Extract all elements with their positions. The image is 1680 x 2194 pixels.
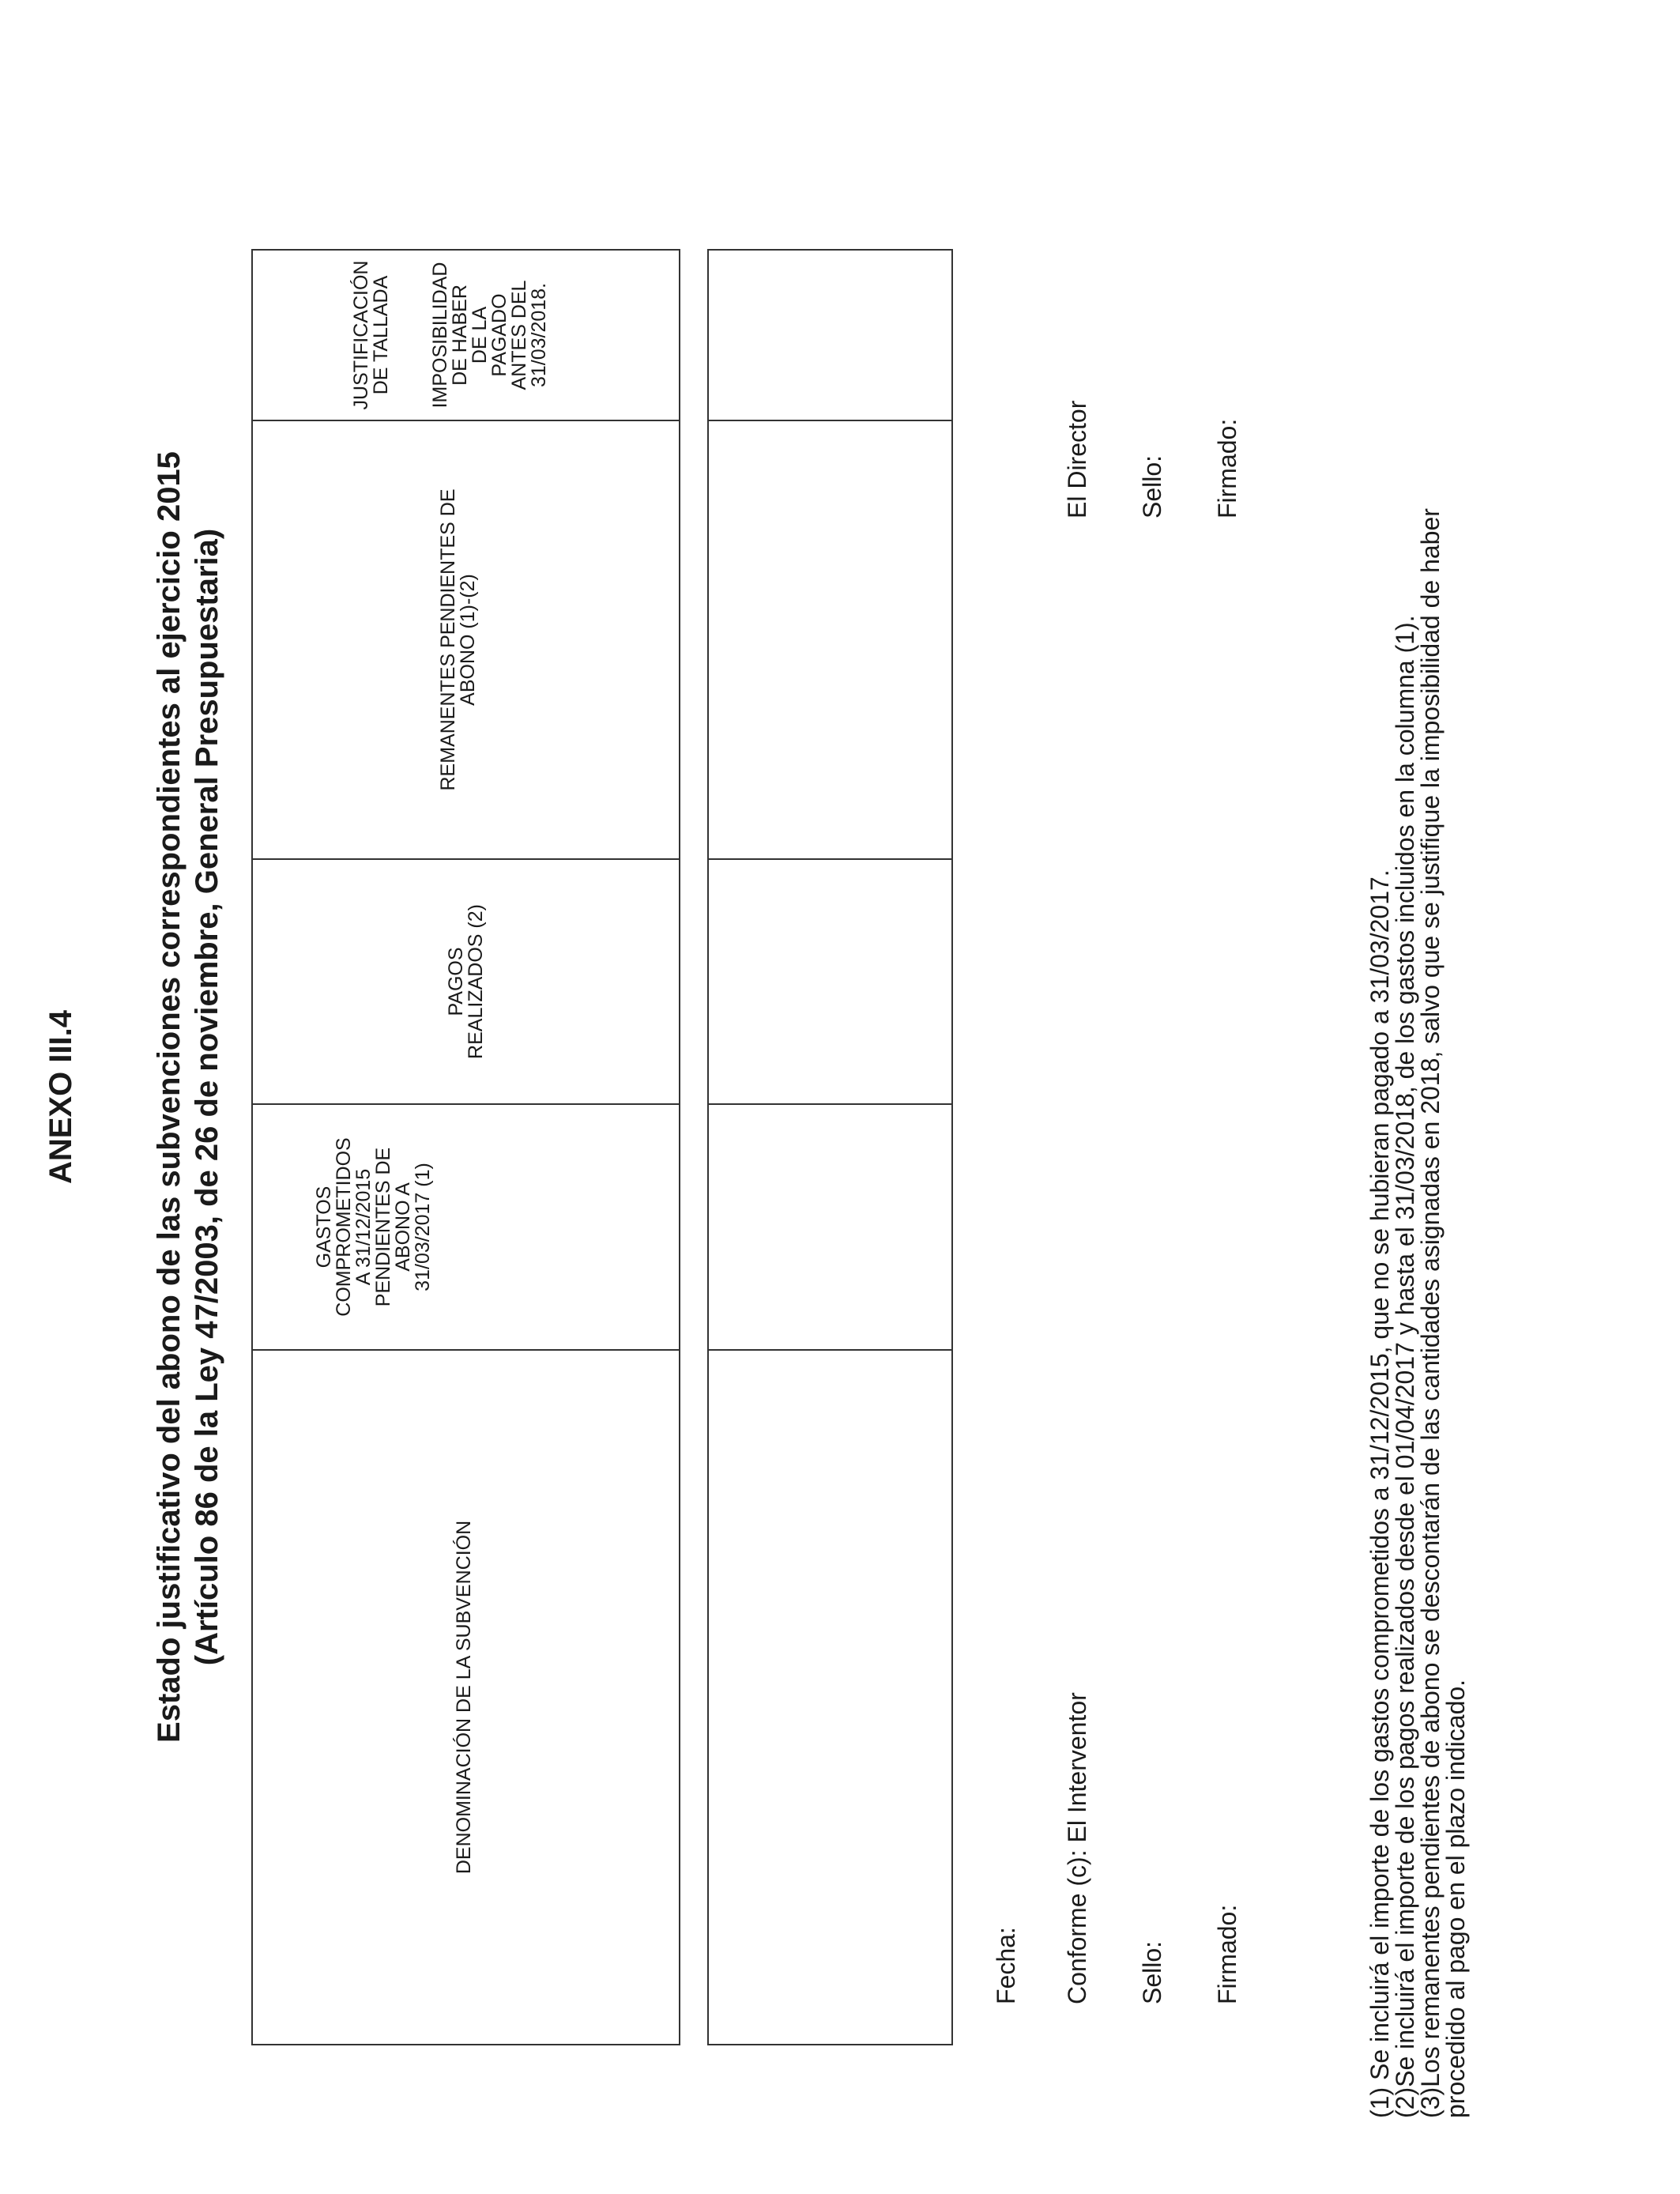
sello-right-label: Sello: — [1138, 454, 1166, 518]
table-border — [707, 2044, 953, 2045]
director-label: El Director — [1063, 400, 1091, 518]
fecha-label: Fecha: — [992, 1927, 1020, 2004]
column-divider — [707, 1103, 953, 1105]
footnote-3: (3)Los remanentes pendientes de abono se descontarán de las cantidades asignadas en 2018, salvo que se justifique la imposibilidad de haber — [1416, 508, 1445, 2118]
interventor-label: Conforme (c): El Interventor — [1063, 1692, 1091, 2004]
title-line-2: (Artículo 86 de la Ley 47/2003, de 26 de noviembre, General Presupuestaria) — [190, 528, 224, 1666]
title-line-1: Estado justificativo del abono de las subvenciones correspondientes al ejercicio 2015 — [152, 451, 186, 1743]
footnotes — [1367, 63, 1468, 2118]
table-border — [707, 249, 953, 251]
table-border — [951, 249, 953, 2045]
footnote-3-cont: procedido al pago en el plazo indicado. — [1441, 1679, 1470, 2118]
firmado-left-label: Firmado: — [1213, 1904, 1241, 2004]
firmado-right-label: Firmado: — [1213, 418, 1241, 518]
footnote-1: (1) Se incluirá el importe de los gastos comprometidos a 31/12/2015, que no se hubieran pagado a 31/03/2017. — [1365, 869, 1394, 2118]
column-header-pagos: PAGOS REALIZADOS (2) — [445, 904, 487, 1059]
document-title — [150, 0, 226, 2194]
column-divider — [707, 420, 953, 421]
sello-left-label: Sello: — [1138, 1940, 1166, 2004]
column-divider — [707, 858, 953, 860]
column-header-gastos: GASTOS COMPROMETIDOS A 31/12/2015 PENDIENTES DE ABONO A 31/03/2017 (1) — [313, 1137, 434, 1317]
annex-title: ANEXO III.4 — [43, 1009, 78, 1185]
table-border — [251, 2044, 680, 2045]
column-header-justificacion: JUSTIFICACIÓN DE TALLADA — [350, 260, 392, 410]
footnote-2: (2)Se incluirá el importe de los pagos realizados desde el 01/04/2017 y hasta el 31/03/2018, de los gastos incluidos en la columna (1). — [1391, 615, 1419, 2118]
table-border — [679, 249, 680, 2045]
table-border — [251, 249, 253, 2045]
table-border — [707, 249, 709, 2045]
column-header-imposibilidad: IMPOSIBILIDAD DE HABER DE LA PAGADO ANTES DEL 31/03/2018. — [429, 262, 550, 409]
column-divider — [707, 1349, 953, 1351]
column-header-remanentes: REMANENTES PENDIENTES DE ABONO (1)-(2) — [437, 488, 479, 791]
column-header-denominacion: DENOMINACIÓN DE LA SUBVENCIÓN — [453, 1520, 475, 1875]
